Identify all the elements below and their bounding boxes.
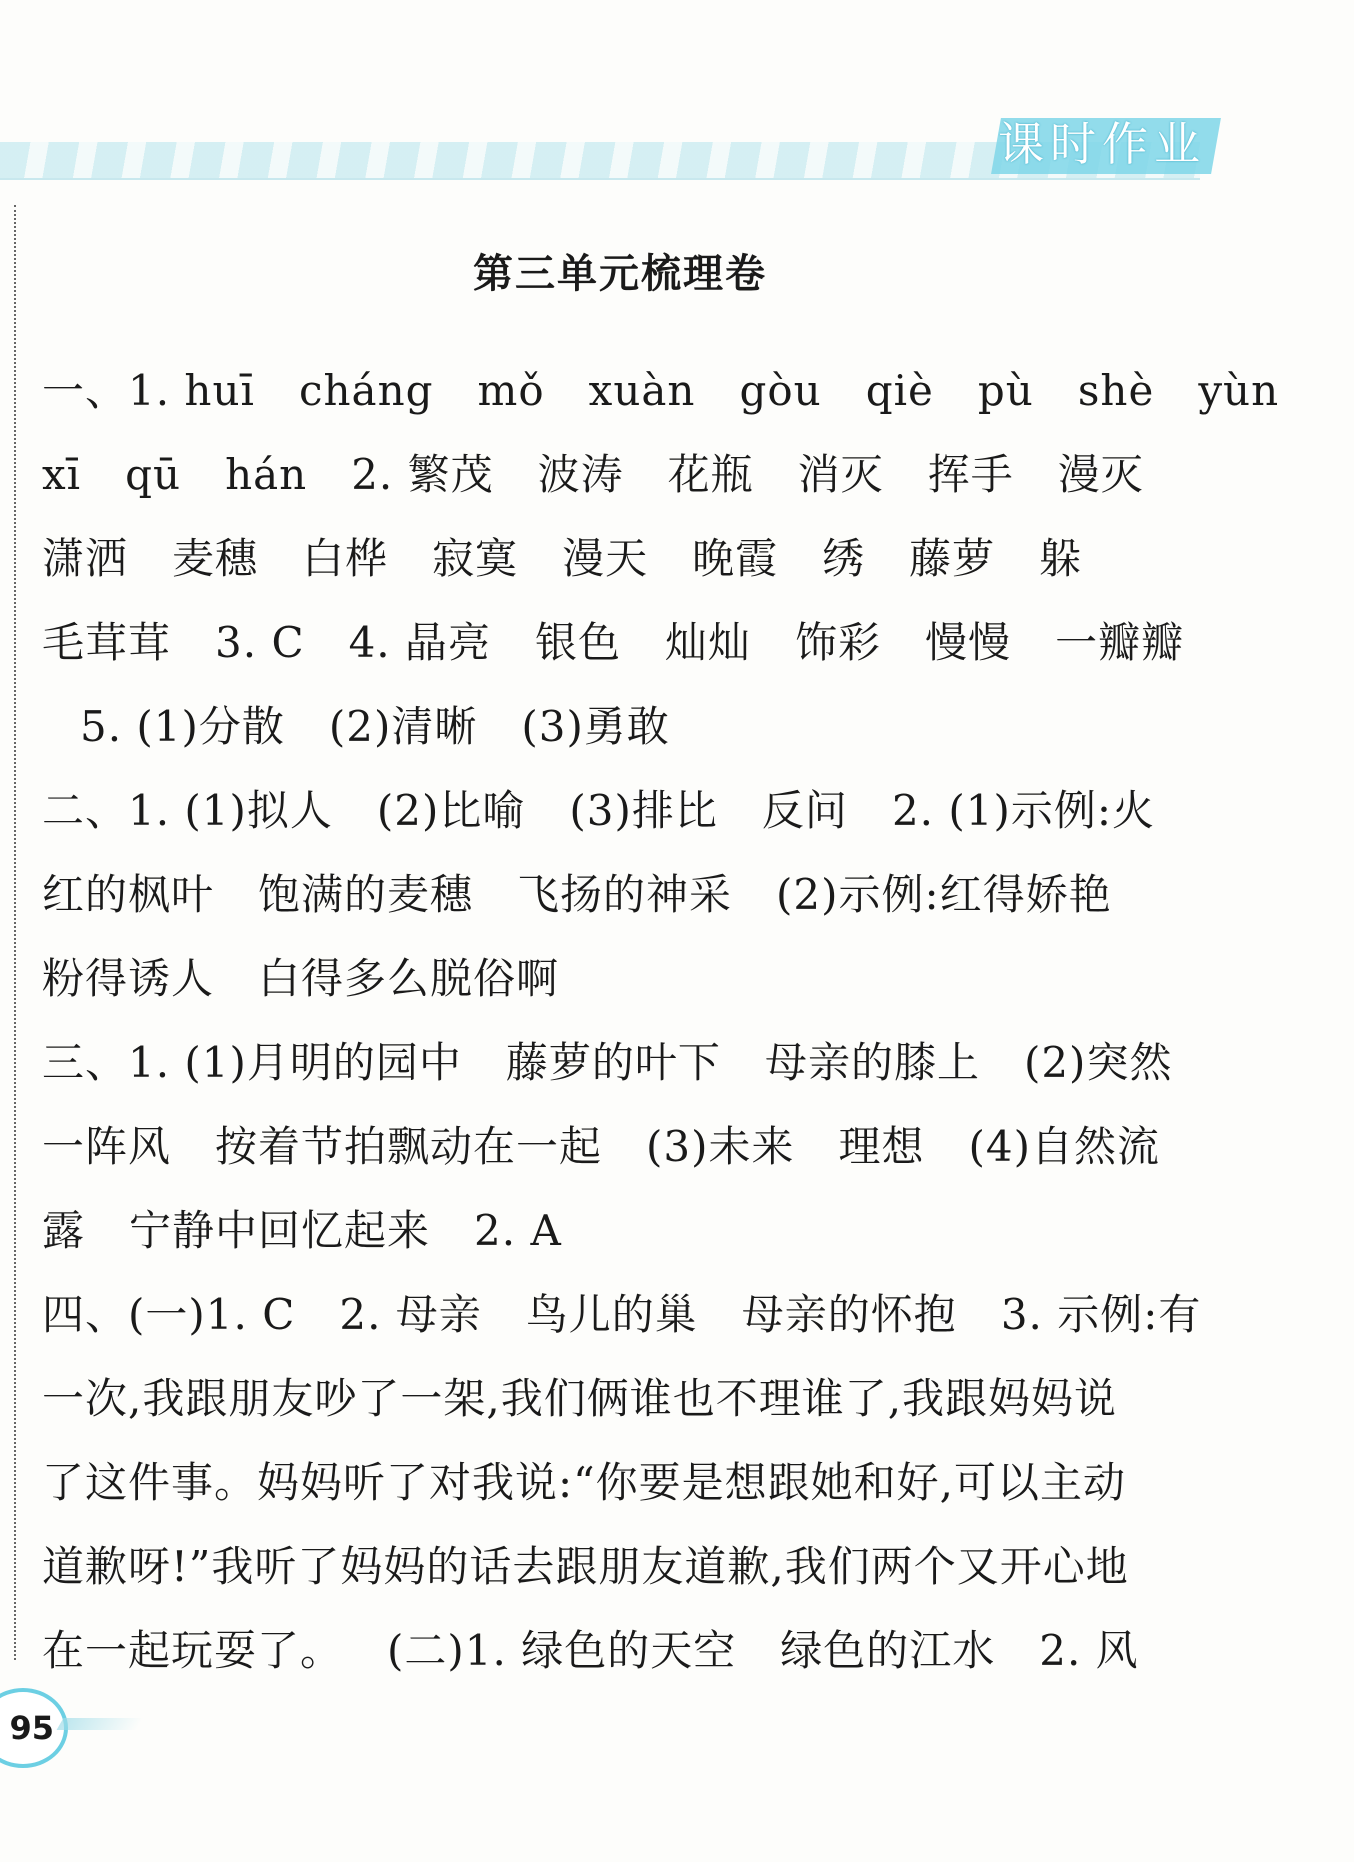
answer-segment: 四、(一)1. C <box>42 1290 296 1339</box>
brand-logo: 课时作业 <box>998 117 1206 171</box>
answer-segment: 饰彩 <box>795 618 882 667</box>
answer-line <box>42 778 1212 862</box>
answer-segment: 一次,我跟朋友吵了一架,我们俩谁也不理谁了,我跟妈妈说 <box>42 1374 1118 1423</box>
answer-segment: hán <box>225 450 308 499</box>
answer-line <box>42 610 1212 694</box>
answer-segment: 3. 示例:有 <box>1000 1290 1202 1339</box>
answer-segment: (3)排比 <box>569 786 718 835</box>
answer-content <box>42 358 1280 1702</box>
answer-line <box>42 946 1212 1030</box>
answer-segment: 绿色的江水 <box>780 1626 996 1675</box>
answer-segment: 白桦 <box>302 534 389 583</box>
answer-segment: 二、1. (1)拟人 <box>42 786 333 835</box>
answer-segment: (4)自然流 <box>968 1122 1161 1171</box>
answer-segment: 2. 风 <box>1039 1626 1139 1675</box>
answer-line <box>42 1618 1212 1702</box>
page-number-decoration <box>57 1718 144 1730</box>
answer-segment: 藤萝 <box>909 534 996 583</box>
answer-segment: 波涛 <box>537 450 624 499</box>
answer-segment: 2. 繁茂 <box>351 450 494 499</box>
answer-segment: 按着节拍飘动在一起 <box>215 1122 603 1171</box>
answer-segment: 飞扬的神采 <box>517 870 733 919</box>
answer-line <box>42 1450 1212 1534</box>
answer-segment: 4. 晶亮 <box>348 618 492 667</box>
answer-segment: cháng <box>298 366 434 415</box>
answer-segment: 母亲的怀抱 <box>741 1290 957 1339</box>
answer-line <box>42 1366 1212 1450</box>
answer-line <box>42 358 1280 442</box>
header-divider <box>0 178 1200 180</box>
answer-segment: 晚霞 <box>692 534 779 583</box>
answer-segment: 2. 母亲 <box>339 1290 482 1339</box>
answer-segment: 寂寞 <box>432 534 519 583</box>
answer-line <box>42 862 1212 946</box>
answer-segment: 白得多么脱俗啊 <box>258 954 560 1003</box>
answer-line <box>42 1198 1212 1282</box>
answer-line <box>42 694 1212 778</box>
binding-margin-line <box>14 205 16 1660</box>
answer-segment: (2)清晰 <box>328 702 478 751</box>
answer-segment: 母亲的膝上 <box>764 1038 980 1087</box>
answer-segment: (3)勇敢 <box>521 702 670 751</box>
answer-segment: 麦穗 <box>172 534 259 583</box>
answer-segment: 三、1. (1)月明的园中 <box>42 1038 462 1087</box>
answer-segment: qū <box>125 450 182 499</box>
answer-segment: 露 <box>42 1206 86 1255</box>
answer-segment: 毛茸茸 <box>42 618 172 667</box>
answer-segment: 理想 <box>838 1122 925 1171</box>
answer-segment: qiè <box>865 366 934 415</box>
answer-segment: 消灭 <box>797 450 884 499</box>
answer-segment: 灿灿 <box>665 618 752 667</box>
answer-segment: 挥手 <box>927 450 1014 499</box>
answer-segment: (二)1. 绿色的天空 <box>387 1626 737 1675</box>
answer-segment: 反问 <box>761 786 848 835</box>
answer-segment: 3. C <box>215 618 305 667</box>
answer-segment: shè <box>1077 366 1155 415</box>
answer-segment: 鸟儿的巢 <box>525 1290 698 1339</box>
answer-segment: (3)未来 <box>646 1122 795 1171</box>
answer-segment: 慢慢 <box>925 618 1012 667</box>
answer-segment: (2)比喻 <box>376 786 526 835</box>
answer-segment: (2)突然 <box>1023 1038 1173 1087</box>
answer-line <box>42 1114 1212 1198</box>
answer-line <box>42 1282 1212 1366</box>
answer-segment: 躲 <box>1039 534 1083 583</box>
answer-segment: 5. (1)分散 <box>80 702 285 751</box>
answer-segment: xī <box>42 450 82 499</box>
answer-segment: yùn <box>1198 366 1280 415</box>
answer-segment: 一阵风 <box>42 1122 172 1171</box>
answer-segment: 绣 <box>822 534 866 583</box>
answer-line <box>42 1030 1212 1114</box>
page-number: 95 <box>0 1688 68 1768</box>
answer-segment: 在一起玩耍了。 <box>42 1626 344 1675</box>
answer-segment: 宁静中回忆起来 <box>129 1206 431 1255</box>
answer-segment: mǒ <box>477 366 545 415</box>
answer-segment: 道歉呀!”我听了妈妈的话去跟朋友道歉,我们两个又开心地 <box>42 1542 1129 1591</box>
answer-segment: 红的枫叶 <box>42 870 215 919</box>
answer-segment: 漫天 <box>562 534 649 583</box>
answer-segment: (2)示例:红得娇艳 <box>776 870 1112 919</box>
answer-segment: 2. A <box>474 1206 562 1255</box>
answer-line <box>42 1534 1212 1618</box>
answer-segment: 一瓣瓣 <box>1055 618 1185 667</box>
answer-segment: 饱满的麦穗 <box>258 870 474 919</box>
page-title: 第三单元梳理卷 <box>473 251 767 297</box>
answer-segment: pù <box>977 366 1034 415</box>
answer-segment: 藤萝的叶下 <box>505 1038 721 1087</box>
answer-segment: 漫灭 <box>1057 450 1144 499</box>
answer-segment: 粉得诱人 <box>42 954 215 1003</box>
answer-line <box>42 526 1212 610</box>
answer-segment: 了这件事。妈妈听了对我说:“你要是想跟她和好,可以主动 <box>42 1458 1126 1507</box>
answer-segment: 一、1. huī <box>42 366 255 415</box>
answer-segment: xuàn <box>588 366 696 415</box>
answer-segment: 2. (1)示例:火 <box>891 786 1156 835</box>
answer-line <box>42 442 1212 526</box>
answer-segment: 潇洒 <box>42 534 129 583</box>
answer-segment: gòu <box>739 366 822 415</box>
answer-segment: 银色 <box>535 618 622 667</box>
answer-segment: 花瓶 <box>667 450 754 499</box>
